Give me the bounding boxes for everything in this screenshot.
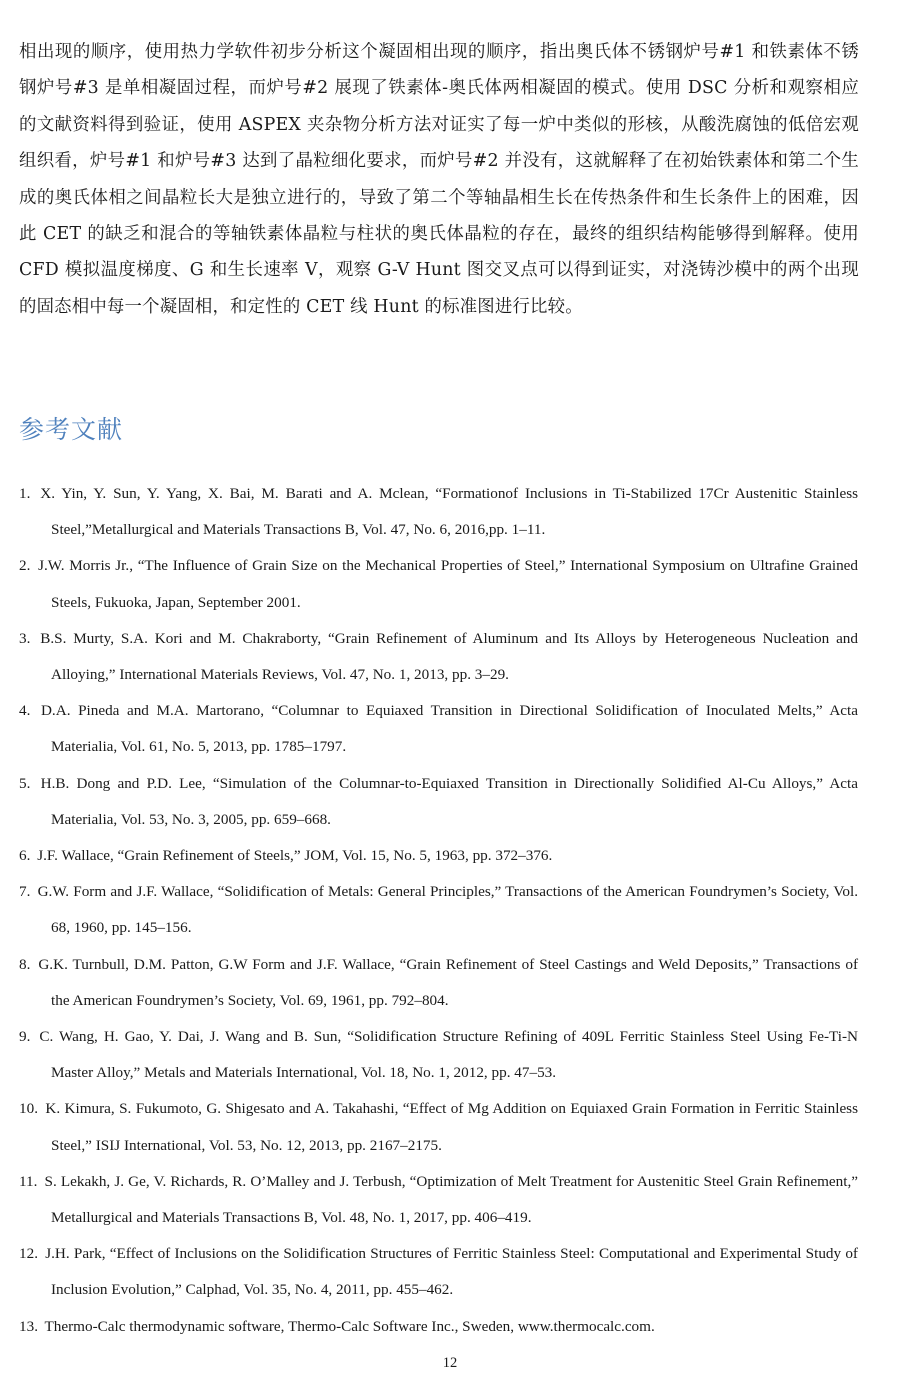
reference-text: B.S. Murty, S.A. Kori and M. Chakraborty, “Grain Refinement of Aluminum and Its Alloys by Heterogeneous Nucleation and Alloying,” International Materials Reviews, Vol. 47, No. 1, 2013, pp. 3–29. [40,629,858,684]
reference-item [19,1236,858,1308]
reference-item [19,838,858,874]
reference-item [19,693,858,765]
reference-number: 13. [19,1317,38,1335]
reference-text: D.A. Pineda and M.A. Martorano, “Columnar to Equiaxed Transition in Directional Solidification of Inoculated Melts,” Acta Materialia, Vol. 61, No. 5, 2013, pp. 1785–1797. [40,702,859,756]
reference-number: 1. [19,485,31,502]
reference-item [19,874,858,946]
reference-item [19,548,858,620]
reference-number: 3. [19,629,31,647]
reference-item [19,947,858,1019]
reference-text: G.K. Turnbull, D.M. Patton, G.W Form and J.F. Wallace, “Grain Refinement of Steel Castings and Weld Deposits,” Transactions of the American Foundrymen’s Society, Vol. 69, 1961, pp. 792–804. [38,955,859,1009]
reference-number: 4. [19,702,31,720]
reference-number: 8. [19,955,31,973]
reference-item [19,1091,858,1163]
reference-item [19,766,858,838]
reference-number: 6. [19,847,31,865]
reference-text: G.W. Form and J.F. Wallace, “Solidification of Metals: General Principles,” Transactions of the American Foundrymen’s Society, Vol. 68, 1960, pp. 145–156. [37,883,859,937]
reference-text: S. Lekakh, J. Ge, V. Richards, R. O’Malley and J. Terbush, “Optimization of Melt Treatment for Austenitic Steel Grain Refinement,” Metallurgical and Materials Transactions B, Vol. 48, No. 1, 2017, pp. 406–419. [44,1172,858,1227]
reference-item [19,621,858,693]
reference-number: 5. [19,774,31,792]
reference-text: J.H. Park, “Effect of Inclusions on the Solidification Structures of Ferritic Stainless Steel: Computational and Experimental Study of Inclusion Evolution,” Calphad, Vol. 35, No. 4, 2011, pp. 455–462. [45,1245,858,1299]
reference-item [19,1309,858,1345]
references-heading: 参考文献 [19,415,124,444]
reference-item [19,476,858,548]
reference-number: 10. [19,1100,38,1118]
reference-text: H.B. Dong and P.D. Lee, “Simulation of the Columnar-to-Equiaxed Transition in Directionally Solidified Al-Cu Alloys,” Acta Materialia, Vol. 53, No. 3, 2005, pp. 659–668. [40,774,859,828]
reference-number: 2. [19,557,31,575]
reference-number: 11. [19,1172,38,1190]
reference-text: K. Kimura, S. Fukumoto, G. Shigesato and A. Takahashi, “Effect of Mg Addition on Equiaxed Grain Formation in Ferritic Stainless Steel,” ISIJ International, Vol. 53, No. 12, 2013, pp. 2167–2175. [45,1100,859,1154]
reference-list [19,476,858,1345]
reference-number: 9. [19,1028,31,1046]
page-number: 12 [442,1355,458,1371]
reference-number: 7. [19,883,31,901]
reference-item [19,1019,858,1091]
reference-item [19,1164,858,1236]
reference-number: 12. [19,1245,38,1263]
reference-text: J.W. Morris Jr., “The Influence of Grain Size on the Mechanical Properties of Steel,” International Symposium on Ultrafine Grained Steels, Fukuoka, Japan, September 2001. [38,557,858,611]
reference-text: C. Wang, H. Gao, Y. Dai, J. Wang and B. Sun, “Solidification Structure Refining of 409L Ferritic Stainless Steel Using Fe-Ti-N Master Alloy,” Metals and Materials International, Vol. 18, No. 1, 2012, pp. 47–53. [39,1028,858,1082]
body-paragraph: 相出现的顺序，使用热力学软件初步分析这个凝固相出现的顺序，指出奥氏体不锈钢炉号#1 和铁素体不锈钢炉号#3 是单相凝固过程，而炉号#2 展现了铁素体-奥氏体两相凝固的模式。使用 DSC 分析和观察相应的文献资料得到验证，使用 ASPEX 夹杂物分析方法对证实了每一炉中类似的形核，从酸洗腐蚀的低倍宏观组织看，炉号#1 和炉号#3 达到了晶粒细化要求，而炉号#2 并没有，这就解释了在初始铁素体和第二个生成的奥氏体相之间晶粒长大是独立进行的，导致了第二个等轴晶相生长在传热条件和生长条件上的困难，因此 CET 的缺乏和混合的等轴铁素体晶粒与柱状的奥氏体晶粒的存在，最终的组织结构能够得到解释。使用 CFD 模拟温度梯度、G 和生长速率 V，观察 G-V Hunt 图交叉点可以得到证实，对浇铸沙模中的两个出现的固态相中每一个凝固相，和定性的 CET 线 Hunt 的标准图进行比较。 [19,42,859,317]
reference-text: Thermo-Calc thermodynamic software, Thermo-Calc Software Inc., Sweden, www.thermocalc.com. [44,1317,655,1335]
reference-text: J.F. Wallace, “Grain Refinement of Steels,” JOM, Vol. 15, No. 5, 1963, pp. 372–376. [37,847,553,865]
reference-text: X. Yin, Y. Sun, Y. Yang, X. Bai, M. Barati and A. Mclean, “Formationof Inclusions in Ti-Stabilized 17Cr Austenitic Stainless Steel,”Metallurgical and Materials Transactions B, Vol. 47, No. 6, 2016,pp. 1–11. [40,485,859,539]
